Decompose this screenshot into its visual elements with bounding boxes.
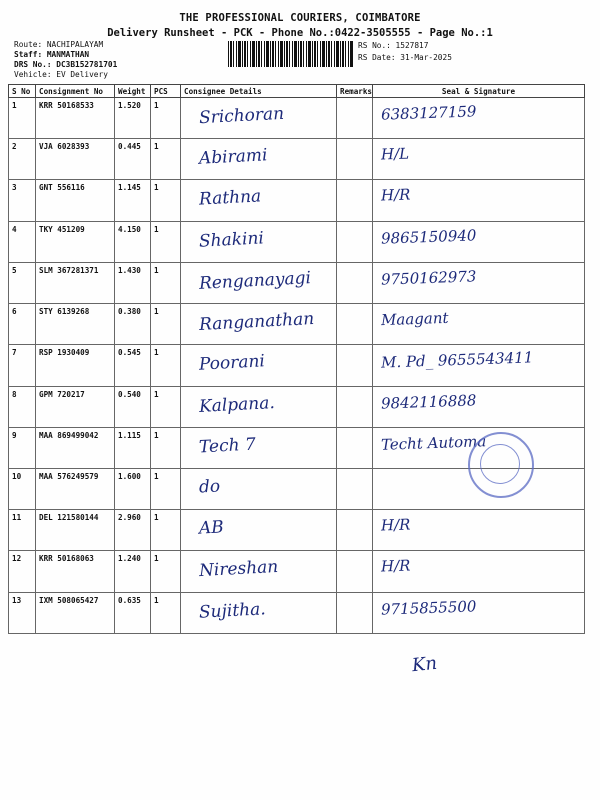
cell-consignment-no: SLM 367281371 <box>36 262 115 303</box>
handwritten-consignee: Kalpana. <box>198 392 276 417</box>
cell-weight: 1.145 <box>115 180 151 221</box>
table-row <box>9 386 585 427</box>
cell-weight: 0.540 <box>115 386 151 427</box>
cell-remarks <box>337 139 373 180</box>
cell-pcs: 1 <box>151 592 181 633</box>
table-row <box>9 304 585 345</box>
cell-remarks <box>337 427 373 468</box>
handwritten-consignee: Abirami <box>198 145 268 169</box>
table-row <box>9 98 585 139</box>
handwritten-consignee: Rathna <box>198 186 262 211</box>
handwritten-consignee: Poorani <box>198 351 266 376</box>
vehicle: Vehicle: EV Delivery <box>14 70 108 79</box>
cell-pcs: 1 <box>151 180 181 221</box>
drs-no: DRS No.: DC3B152781701 <box>14 60 118 69</box>
handwritten-signature: H/R <box>380 556 411 576</box>
handwritten-signature: H/R <box>380 185 411 205</box>
meta-left <box>14 40 117 80</box>
cell-consignment-no: STY 6139268 <box>36 304 115 345</box>
page-subtitle: Delivery Runsheet - PCK - Phone No.:0422-3505555 - Page No.:1 <box>107 27 493 39</box>
cell-weight: 0.445 <box>115 139 151 180</box>
col-consignment: Consignment No <box>36 85 115 98</box>
cell-signature <box>373 221 585 262</box>
handwritten-consignee: AB <box>198 517 225 539</box>
cell-sno: 6 <box>9 304 36 345</box>
cell-consignment-no: DEL 121580144 <box>36 510 115 551</box>
cell-consignment-no: RSP 1930409 <box>36 345 115 386</box>
col-pcs: PCS <box>151 85 181 98</box>
table-row <box>9 180 585 221</box>
cell-signature <box>373 262 585 303</box>
table-row <box>9 345 585 386</box>
cell-consignee <box>181 510 337 551</box>
cell-pcs: 1 <box>151 221 181 262</box>
rs-no: RS No.: 1527817 <box>358 41 429 50</box>
table-row <box>9 139 585 180</box>
cell-remarks <box>337 262 373 303</box>
cell-sno: 4 <box>9 221 36 262</box>
cell-sno: 5 <box>9 262 36 303</box>
cell-signature <box>373 345 585 386</box>
cell-consignee <box>181 262 337 303</box>
company-stamp <box>468 432 534 498</box>
handwritten-signature: 9865150940 <box>380 225 477 248</box>
cell-sno: 9 <box>9 427 36 468</box>
cell-pcs: 1 <box>151 427 181 468</box>
cell-consignee <box>181 221 337 262</box>
staff: Staff: MANMATHAN <box>14 50 90 59</box>
cell-sno: 7 <box>9 345 36 386</box>
cell-pcs: 1 <box>151 510 181 551</box>
handwritten-consignee: Shakini <box>198 227 265 252</box>
handwritten-signature: 9750162973 <box>380 267 477 289</box>
handwritten-signature: Maagant <box>380 308 449 330</box>
cell-consignee <box>181 427 337 468</box>
cell-remarks <box>337 304 373 345</box>
cell-weight: 0.380 <box>115 304 151 345</box>
cell-weight: 1.520 <box>115 98 151 139</box>
cell-pcs: 1 <box>151 386 181 427</box>
cell-consignment-no: GNT 556116 <box>36 180 115 221</box>
cell-remarks <box>337 345 373 386</box>
cell-consignment-no: KRR 50168063 <box>36 551 115 592</box>
cell-signature <box>373 304 585 345</box>
handwritten-signature: 6383127159 <box>380 102 477 124</box>
cell-pcs: 1 <box>151 98 181 139</box>
table-row <box>9 592 585 633</box>
cell-consignment-no: TKY 451209 <box>36 221 115 262</box>
cell-pcs: 1 <box>151 304 181 345</box>
cell-pcs: 1 <box>151 262 181 303</box>
page-title: THE PROFESSIONAL COURIERS, COIMBATORE <box>179 12 421 24</box>
col-remarks: Remarks <box>337 85 373 98</box>
cell-consignee <box>181 468 337 509</box>
cell-weight: 1.600 <box>115 468 151 509</box>
cell-consignment-no: GPM 720217 <box>36 386 115 427</box>
handwritten-signature: H/R <box>380 515 411 535</box>
cell-signature <box>373 139 585 180</box>
cell-consignee <box>181 139 337 180</box>
cell-signature <box>373 551 585 592</box>
cell-consignee <box>181 592 337 633</box>
cell-weight: 2.960 <box>115 510 151 551</box>
handwritten-signature: Techt Automa <box>380 431 487 454</box>
cell-signature <box>373 386 585 427</box>
cell-consignee <box>181 345 337 386</box>
table-row <box>9 221 585 262</box>
col-signature: Seal & Signature <box>373 85 585 98</box>
col-weight: Weight <box>115 85 151 98</box>
cell-consignee <box>181 180 337 221</box>
meta-right <box>358 40 452 64</box>
cell-remarks <box>337 592 373 633</box>
cell-remarks <box>337 510 373 551</box>
col-sno: S No <box>9 85 36 98</box>
table-header-row <box>9 85 585 98</box>
cell-pcs: 1 <box>151 139 181 180</box>
cell-consignment-no: VJA 6028393 <box>36 139 115 180</box>
cell-consignment-no: MAA 576249579 <box>36 468 115 509</box>
cell-remarks <box>337 98 373 139</box>
cell-weight: 1.430 <box>115 262 151 303</box>
stamp-inner-ring <box>480 444 520 484</box>
cell-signature <box>373 510 585 551</box>
cell-sno: 3 <box>9 180 36 221</box>
cell-pcs: 1 <box>151 345 181 386</box>
cell-consignee <box>181 98 337 139</box>
handwritten-signature: 9715855500 <box>380 596 477 619</box>
cell-remarks <box>337 221 373 262</box>
cell-sno: 2 <box>9 139 36 180</box>
handwritten-signature: 9842116888 <box>380 390 477 413</box>
cell-weight: 0.545 <box>115 345 151 386</box>
table-row <box>9 262 585 303</box>
handwritten-signature: M. Pd_ 9655543411 <box>380 348 534 372</box>
cell-remarks <box>337 468 373 509</box>
route: Route: NACHIPALAYAM <box>14 40 104 49</box>
cell-weight: 0.635 <box>115 592 151 633</box>
cell-remarks <box>337 180 373 221</box>
handwritten-consignee: Sujitha. <box>198 598 267 623</box>
cell-sno: 1 <box>9 98 36 139</box>
cell-sno: 10 <box>9 468 36 509</box>
cell-consignee <box>181 304 337 345</box>
cell-weight: 1.240 <box>115 551 151 592</box>
handwritten-consignee: Tech 7 <box>198 434 257 458</box>
cell-consignee <box>181 551 337 592</box>
final-signature: Kn <box>410 652 439 677</box>
runsheet-table <box>8 84 585 634</box>
cell-signature <box>373 592 585 633</box>
handwritten-consignee: Nireshan <box>198 557 279 582</box>
cell-consignment-no: KRR 50168533 <box>36 98 115 139</box>
cell-pcs: 1 <box>151 468 181 509</box>
cell-pcs: 1 <box>151 551 181 592</box>
cell-remarks <box>337 551 373 592</box>
rs-date: RS Date: 31-Mar-2025 <box>358 53 452 62</box>
barcode <box>228 41 354 67</box>
handwritten-consignee: Ranganathan <box>198 309 315 336</box>
table-row <box>9 551 585 592</box>
cell-weight: 1.115 <box>115 427 151 468</box>
table-row <box>9 510 585 551</box>
col-consignee: Consignee Details <box>181 85 337 98</box>
cell-sno: 13 <box>9 592 36 633</box>
cell-consignee <box>181 386 337 427</box>
cell-consignment-no: IXM 508065427 <box>36 592 115 633</box>
cell-signature <box>373 98 585 139</box>
handwritten-consignee: Renganayagi <box>198 267 312 294</box>
handwritten-signature: H/L <box>380 144 410 164</box>
cell-sno: 12 <box>9 551 36 592</box>
handwritten-consignee: Srichoran <box>198 103 285 129</box>
cell-sno: 8 <box>9 386 36 427</box>
cell-weight: 4.150 <box>115 221 151 262</box>
cell-sno: 11 <box>9 510 36 551</box>
handwritten-consignee: do <box>198 476 221 498</box>
cell-signature <box>373 180 585 221</box>
cell-consignment-no: MAA 869499042 <box>36 427 115 468</box>
cell-remarks <box>337 386 373 427</box>
